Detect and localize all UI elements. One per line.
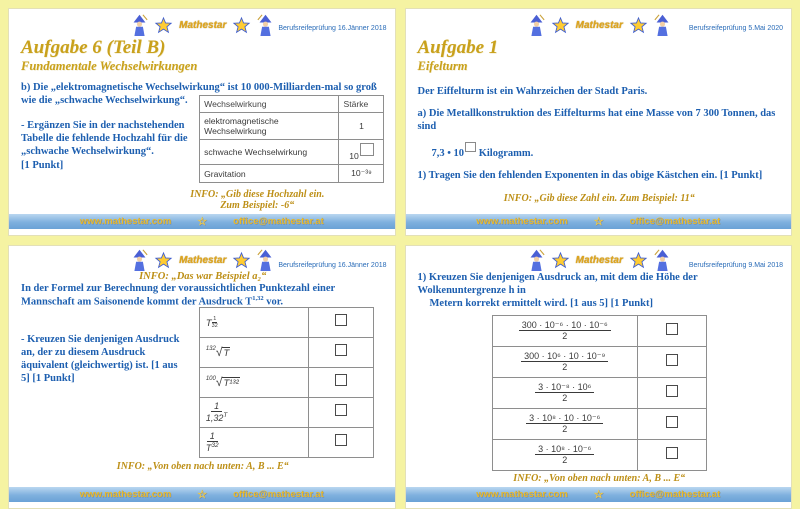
footer-star-icon: ☆ (593, 488, 604, 501)
table-row (200, 140, 384, 165)
wizard-icon (131, 13, 148, 37)
exp-numerator: 1 (213, 315, 217, 322)
option-row (199, 427, 373, 457)
option-expression (492, 377, 637, 408)
task-intro: b) Die „elektromagnetische Wechselwirkung“ ist 10 000-Milliarden-mal so groß wie die „schwache Wechselwirkung“. (21, 81, 377, 107)
task-line: Der Eiffelturm ist ein Wahrzeichen der Stadt Paris. (417, 85, 648, 97)
info-hint (130, 189, 384, 211)
brand-text: Mathestar (179, 254, 227, 266)
wizard-icon (654, 248, 671, 272)
star-icon (552, 252, 569, 269)
option-row (492, 315, 706, 346)
table-row (200, 113, 384, 140)
website-link[interactable]: www.mathestar.com (79, 488, 172, 500)
info-top: INFO: „Das war Beispiel a₂“ (139, 271, 267, 283)
answer-options-table (492, 315, 707, 471)
option-row (492, 377, 706, 408)
wizard-icon (257, 13, 274, 37)
exponent-input-box[interactable] (360, 143, 374, 156)
points-label: [1 Punkt] (21, 159, 64, 171)
fraction-denominator: $1,32^T$ (205, 412, 228, 424)
task-bullet: - Kreuzen Sie denjenigen Ausdruck an, der zu diesem Ausdruck äquivalent (gleichwertig) ist. [1 aus 5] [1 Punkt] (21, 333, 180, 385)
option-expression (492, 346, 637, 377)
fraction-numerator: 3 · 10⁸ · 10⁻⁶ (535, 444, 594, 455)
answer-checkbox[interactable] (666, 385, 678, 397)
info-hint: INFO: „Von oben nach unten: A, B ... E“ (513, 472, 686, 484)
intro-line: 1) Kreuzen Sie denjenigen Ausdruck an, mit dem die Höhe der Wolkenuntergrenze h in (417, 272, 698, 297)
exam-date: Berufsreifeprüfung 16.Jänner 2018 (278, 262, 387, 270)
answer-checkbox[interactable] (666, 354, 678, 366)
fraction-denominator: $T^{32}$ (205, 442, 219, 454)
row-value: 10⁻³⁹ (339, 165, 384, 183)
answer-checkbox[interactable] (335, 434, 347, 446)
option-expression (492, 408, 637, 439)
answer-checkbox[interactable] (335, 404, 347, 416)
info-line: INFO: „Gib diese Hochzahl ein. (190, 189, 325, 201)
fraction-denominator: 2 (562, 331, 568, 342)
answer-checkbox[interactable] (335, 344, 347, 356)
star-icon (155, 252, 172, 269)
row-value (339, 140, 384, 165)
option-expression (199, 367, 308, 397)
fraction-numerator: 1 (207, 431, 218, 442)
email-link[interactable]: office@mathestar.at (629, 216, 721, 228)
radical-sign: √ (215, 345, 223, 360)
star-icon (155, 17, 172, 34)
website-link[interactable]: www.mathestar.com (476, 216, 568, 228)
wizard-icon (528, 13, 545, 37)
footer-bar (406, 487, 792, 502)
col-header-wechselwirkung: Wechselwirkung (200, 96, 339, 113)
fraction-numerator: 3 · 10⁻⁸ · 10⁶ (535, 382, 594, 393)
brand-text: Mathestar (179, 19, 227, 31)
fraction-numerator: 3 · 10⁸ · 10 · 10⁻⁶ (526, 413, 603, 424)
radical-index: 100 (205, 376, 216, 383)
slide-aequivalenter-ausdruck (8, 245, 396, 508)
option-row (199, 307, 373, 337)
option-row (492, 408, 706, 439)
slide-title: Aufgabe 1 (417, 37, 499, 58)
option-expression (199, 397, 308, 427)
row-label: Gravitation (200, 165, 339, 183)
table-header-row (200, 96, 384, 113)
fraction-numerator: 300 · 10⁶ · 10 · 10⁻⁹ (521, 351, 608, 362)
mass-unit: Kilogramm. (476, 148, 534, 160)
fraction-denominator: 2 (562, 362, 568, 373)
footer-bar (9, 214, 395, 229)
fraction-numerator: 300 · 10⁻⁶ · 10 · 10⁻⁶ (519, 320, 611, 331)
radicand: T (223, 348, 230, 360)
power-base: T (205, 317, 212, 329)
wizard-icon (131, 248, 148, 272)
slide-subtitle: Fundamentale Wechselwirkungen (21, 58, 198, 73)
option-row (199, 337, 373, 367)
website-link[interactable]: www.mathestar.com (79, 216, 172, 228)
answer-checkbox[interactable] (666, 416, 678, 428)
bullet-text: - Ergänzen Sie in der nachstehenden Tabelle die fehlende Hochzahl für die „schwache Wechselwirkung“. (21, 120, 188, 158)
star-icon (233, 17, 250, 34)
option-expression (199, 427, 308, 457)
star-icon (630, 17, 647, 34)
intro-line: Metern korrekt ermittelt wird. [1 aus 5] [1 Punkt] (429, 298, 653, 310)
slide-title: Aufgabe 6 (Teil B) (21, 37, 166, 58)
row-label: elektromagnetische Wechselwirkung (200, 113, 339, 140)
brand-text: Mathestar (575, 254, 623, 266)
website-link[interactable]: www.mathestar.com (476, 488, 568, 500)
slide-aufgabe-1 (405, 8, 793, 236)
row-label: schwache Wechselwirkung (200, 140, 339, 165)
info-line: Zum Beispiel: -6“ (220, 200, 295, 212)
slide-wolkenuntergrenze (405, 245, 793, 508)
answer-options-table (199, 307, 374, 458)
option-expression (492, 315, 637, 346)
star-icon (630, 252, 647, 269)
task-bullet (21, 119, 199, 172)
intro-exponent: 1,32 (252, 295, 264, 303)
task-intro (418, 271, 782, 310)
wechselwirkung-table (199, 95, 384, 183)
option-row (492, 346, 706, 377)
email-link[interactable]: office@mathestar.at (629, 488, 721, 500)
slide-subtitle: Eifelturm (417, 58, 468, 73)
col-header-staerke: Stärke (339, 96, 384, 113)
answer-checkbox[interactable] (666, 323, 678, 335)
wizard-icon (257, 248, 274, 272)
fraction-numerator: 1 (211, 401, 222, 412)
email-link[interactable]: office@mathestar.at (233, 488, 324, 500)
task-intro (21, 282, 385, 309)
answer-checkbox[interactable] (335, 374, 347, 386)
slide-aufgabe-6b (8, 8, 396, 236)
wizard-icon (654, 13, 671, 37)
footer-star-icon: ☆ (197, 216, 208, 229)
answer-checkbox[interactable] (666, 447, 678, 459)
star-icon (233, 252, 250, 269)
intro-text: vor. (263, 296, 284, 308)
wizard-icon (528, 248, 545, 272)
option-row (199, 397, 373, 427)
exponent-input-box[interactable] (465, 142, 476, 152)
exam-date: Berufsreifeprüfung 9.Mai 2018 (688, 262, 783, 270)
exp-denominator: 32 (211, 322, 218, 329)
mass-expression (418, 142, 782, 160)
option-row (199, 367, 373, 397)
email-link[interactable]: office@mathestar.at (233, 216, 324, 228)
footer-bar (406, 214, 792, 229)
table-row (200, 165, 384, 183)
footer-star-icon: ☆ (593, 216, 604, 229)
task-line: 1) Tragen Sie den fehlenden Exponenten in das obige Kästchen ein. [1 Punkt] (417, 170, 763, 182)
option-expression (492, 439, 637, 470)
intro-text: In der Formel zur Berechnung der voraussichtlichen Punktezahl einer Mannschaft am Saisonende kommt der Ausdruck T (21, 283, 336, 308)
answer-checkbox[interactable] (335, 314, 347, 326)
task-line: a) Die Metallkonstruktion des Eiffelturms hat eine Masse von 7 300 Tonnen, das sind (417, 108, 776, 133)
fraction-denominator: 2 (562, 424, 568, 435)
exam-date: Berufsreifeprüfung 16.Jänner 2018 (278, 25, 387, 32)
power-base: 7,3 • 10 (431, 148, 465, 160)
info-hint: INFO: „Gib diese Zahl ein. Zum Beispiel: 11“ (503, 192, 695, 204)
radicand: T¹³² (223, 378, 239, 390)
option-expression (199, 307, 308, 337)
footer-bar (9, 487, 395, 502)
fraction-denominator: 2 (562, 455, 568, 466)
option-row (492, 439, 706, 470)
fraction-denominator: 2 (562, 393, 568, 404)
radical-sign: √ (215, 375, 223, 390)
radical-index: 132 (205, 346, 216, 353)
power-base: 10 (349, 151, 359, 162)
star-icon (552, 17, 569, 34)
footer-star-icon: ☆ (197, 488, 208, 501)
brand-text: Mathestar (575, 19, 623, 31)
info-hint: INFO: „Von oben nach unten: A, B ... E“ (116, 460, 289, 472)
option-expression (199, 337, 308, 367)
row-value: 1 (339, 113, 384, 140)
exam-date: Berufsreifeprüfung 5.Mai 2020 (688, 25, 783, 32)
